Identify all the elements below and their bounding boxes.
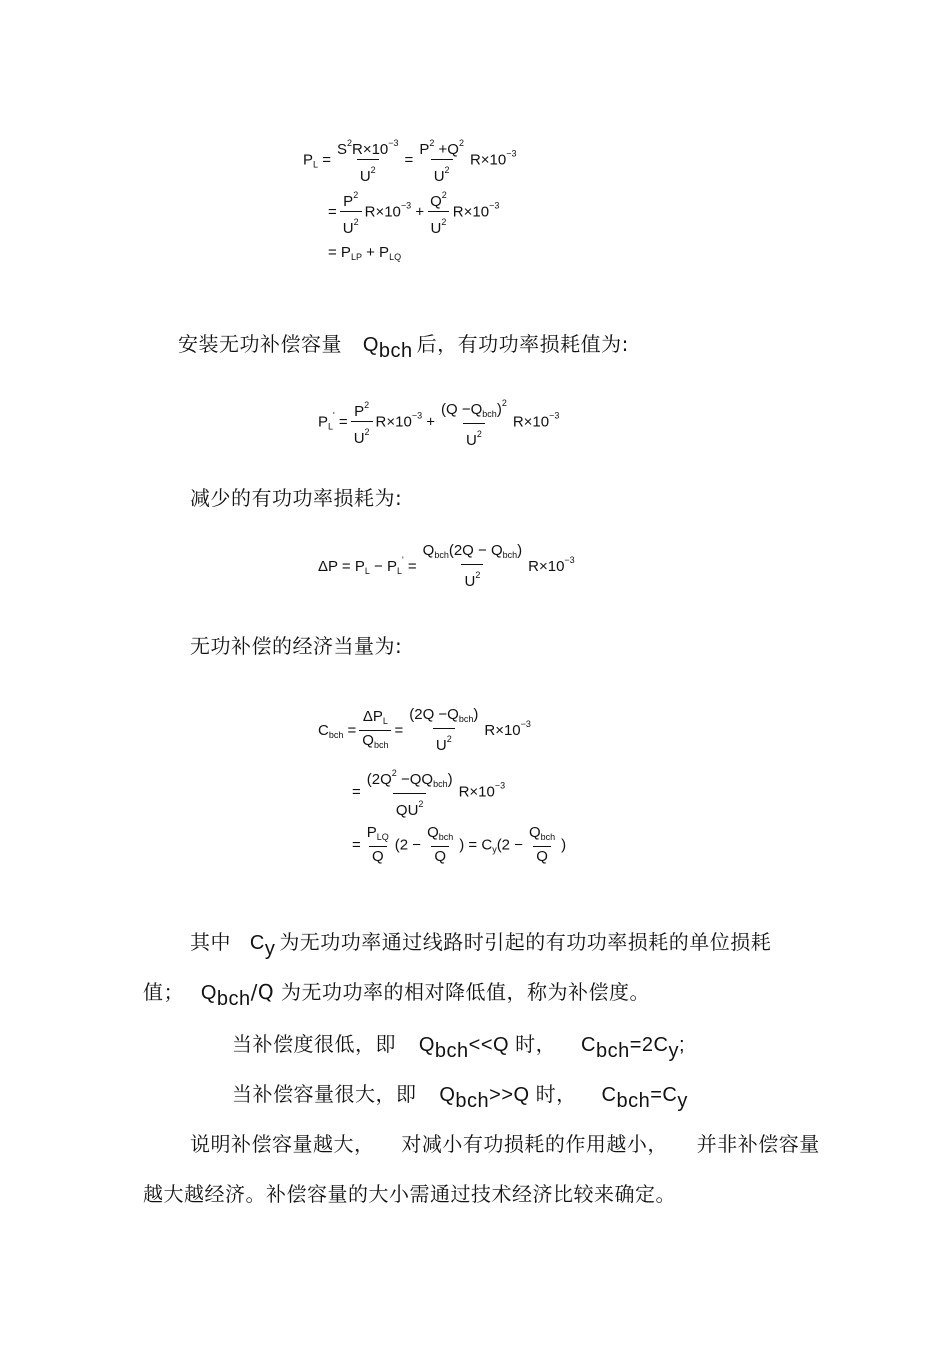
text-p6-b: <<Q 时， (468, 1034, 557, 1056)
equation-cbch-line1: $C_{bch}$ = $\frac{\Delta P_L}{Q_{bch}}$ = $\frac{(2Q -Q_{bch})}{U^2}$ $R\times 10^{-3}$ (318, 706, 531, 754)
text-p2: 减少的有功功率损耗为: (190, 486, 403, 510)
paragraph-reduced-loss (190, 482, 402, 511)
paragraph-conclusion-line2 (143, 1178, 676, 1207)
text-p8-c: 并非补偿容量 (696, 1132, 820, 1156)
text-p1-b: 后，有功功率损耗值为: (416, 332, 629, 356)
equation-pl-line2: = $\frac{P^2}{U^2}$ $R\times 10^{-3}$ + $\frac{Q^2}{U^2}$ $R\times 10^{-3}$ (328, 190, 500, 237)
paragraph-compensation-degree: 值； $Q_{bch}/Q$ 为无功功率的相对降低值，称为补偿度。 (143, 980, 651, 1010)
text-p7-c: =C (650, 1084, 678, 1106)
text-p8-a: 说明补偿容量越大， (190, 1132, 375, 1156)
text-p6-a: 当补偿度很低，即 (232, 1032, 396, 1056)
paragraph-install-compensation: 安装无功补偿容量 $Q_{bch}$ 后，有功功率损耗值为: (178, 332, 629, 362)
paragraph-economic-equivalent (190, 630, 402, 659)
text-p4-a: 其中 (190, 930, 231, 954)
text-p4-b: 为无功功率通过线路时引起的有功功率损耗的单位损耗 (279, 930, 772, 954)
equation-pl-prime: $P_L'$ = $\frac{P^2}{U^2}$ $R\times 10^{-3}$ + $\frac{(Q -Q_{bch})^2}{U^2}$ $R\times 10^{-3}$ (318, 398, 560, 449)
equation-pl-line3: = $P_{LP} + P_{LQ}$ (328, 244, 402, 262)
paragraph-conclusion-line1 (190, 1128, 820, 1157)
paragraph-cy-definition: 其中 $C_y$ 为无功功率通过线路时引起的有功功率损耗的单位损耗 (190, 930, 772, 960)
equation-cbch-line2: = $\frac{(2Q^2 -QQ_{bch})}{QU^2}$ $R\times 10^{-3}$ (352, 768, 506, 819)
text-p7-b: >>Q 时， (489, 1084, 577, 1106)
text-p7-a: 当补偿容量很大，即 (232, 1082, 417, 1106)
text-p6-d: ; (678, 1034, 686, 1056)
equation-pl-line1: $P_L$ = $\frac{S^2R\times 10^{-3}}{U^2}$ = $\frac{P^2 +Q^2}{U^2}$ $R\times 10^{-3}$ (303, 138, 517, 185)
text-p5-b: /Q 为无功功率的相对降低值，称为补偿度。 (250, 980, 651, 1004)
equation-cbch-line3: = $\frac{P_{LQ}}{Q}$ (2 − $\frac{Q_{bch}}{Q}$ ) = $C_y(2$ − $\frac{Q_{bch}}{Q}$ ) (352, 824, 567, 865)
text-p3: 无功补偿的经济当量为: (190, 634, 403, 658)
text-p1-a: 安装无功补偿容量 (178, 332, 342, 356)
text-p5-a: 值； (143, 980, 184, 1004)
text-p9: 越大越经济。补偿容量的大小需通过技术经济比较来确定。 (143, 1182, 676, 1206)
paragraph-low-compensation: 当补偿度很低，即 $Q_{bch}<<Q$ 时， $C_{bch}=2C_y$; (232, 1032, 686, 1062)
paragraph-high-compensation: 当补偿容量很大，即 $Q_{bch}>>Q$ 时， $C_{bch}=C_y$ (232, 1082, 688, 1112)
equation-delta-p: $\Delta P = P_L - P_L'$ = $\frac{Q_{bch}(2Q - Q_{bch})}{U^2}$ $R\times 10^{-3}$ (318, 542, 575, 590)
text-p8-b: 对减小有功损耗的作用越小， (401, 1132, 668, 1156)
text-p6-c: =2C (629, 1034, 669, 1056)
